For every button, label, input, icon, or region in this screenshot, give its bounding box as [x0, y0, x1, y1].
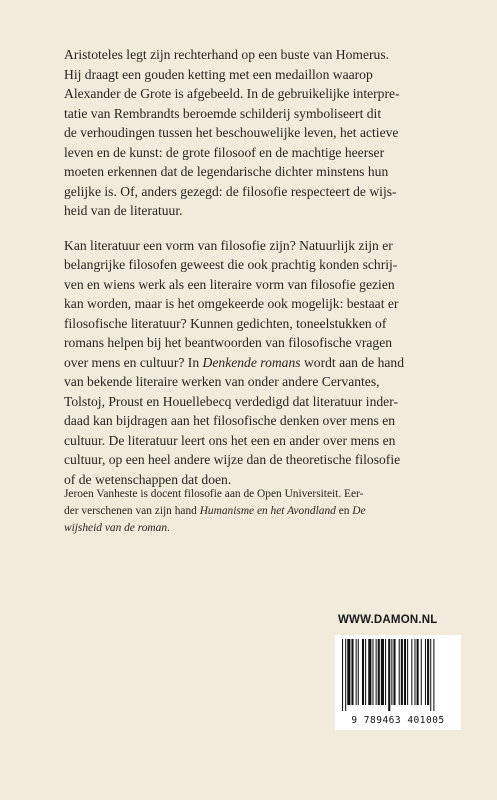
barcode-bar: [362, 639, 364, 705]
back-cover-text: [64, 45, 464, 504]
barcode-bar: [365, 639, 366, 705]
author-bio: Jeroen Vanheste is docent filosofie aan de Open Universiteit. Eer- der verschenen van zijn hand Humanisme en het Avondland en De wijsheid van de roman.: [64, 488, 366, 534]
isbn-barcode: [335, 635, 461, 730]
book-title-italic: Humanisme en het Avondland: [199, 505, 336, 517]
barcode-bar: [376, 639, 377, 705]
barcode-bar: [404, 639, 406, 705]
barcode-bar: [414, 639, 415, 705]
barcode-bar: [425, 639, 426, 705]
barcode-bar: [393, 639, 395, 705]
book-title-italic: Denkende romans: [202, 354, 301, 370]
book-title-italic: De: [352, 505, 366, 517]
barcode-bar: [430, 639, 431, 711]
barcode-bar: [356, 639, 357, 705]
barcode-bar: [399, 639, 400, 705]
barcode-bar: [388, 639, 390, 711]
barcode-bar: [372, 639, 373, 705]
barcode-bar: [391, 639, 392, 705]
barcode-bar: [347, 639, 350, 705]
barcode-bars: [339, 639, 457, 711]
barcode-bar: [378, 639, 380, 705]
barcode-bar: [351, 639, 353, 705]
paragraph-intro: Aristoteles legt zijn rechterhand op een buste van Homerus. Hij draagt een gouden ketting met een medaillon waarop Alexander de Grote is afgebeeld. In de gebruikelijke interpre- tatie van Rembrandts beroemde schilderij symboliseert dit de verhoudingen tussen het beschouwelijke leven, het actieve leven en de kunst: de grote filosoof en de machtige heerser moeten erkennen dat de legendarische dichter minstens hun gelijke is. Of, anders gezegd: de filosofie respecteert de wijs- heid van de literatuur.: [64, 47, 400, 218]
barcode-bar: [368, 639, 371, 705]
book-title-italic: wijsheid van de roman: [64, 522, 168, 534]
barcode-bar: [427, 639, 429, 705]
barcode-bar: [401, 639, 403, 705]
barcode-bar: [342, 639, 343, 711]
barcode-bar: [411, 639, 412, 705]
barcode-bar: [417, 639, 419, 705]
publisher-url: WWW.DAMON.NL: [338, 614, 438, 626]
barcode-bar: [358, 639, 359, 705]
isbn-number: 9 789463 401005: [351, 715, 445, 726]
barcode-bar: [385, 639, 386, 705]
barcode-bar: [421, 639, 422, 705]
paragraph-question: Kan literatuur een vorm van filosofie zijn? Natuurlijk zijn er belangrijke filosofen geweest die ook prachtig konden schrij- ven en wiens werk als een literaire vorm van filosofie gezien kan worden, maar is het omgekeerde ook mogelijk: bestaat er filosofische literatuur? Kunnen gedichten, toneelstukken of romans helpen bij het beantwoorden van filosofische vragen over mens en cultuur? In Denkende romans wordt aan de hand van bekende literaire werken van onder andere Cervantes, Tolstoj, Proust en Houellebecq verdedigd dat literatuur inder- daad kan bijdragen aan het filosofische denken over mens en cultuur. De literatuur leert ons het een en ander over mens en cultuur, op een heel andere wijze dan de theoretische filosofie of de wetenschappen dat doen.: [64, 237, 405, 487]
barcode-bar: [407, 639, 408, 705]
barcode-bar: [381, 639, 384, 705]
barcode-bar: [345, 639, 346, 711]
barcode-bar: [433, 639, 434, 711]
